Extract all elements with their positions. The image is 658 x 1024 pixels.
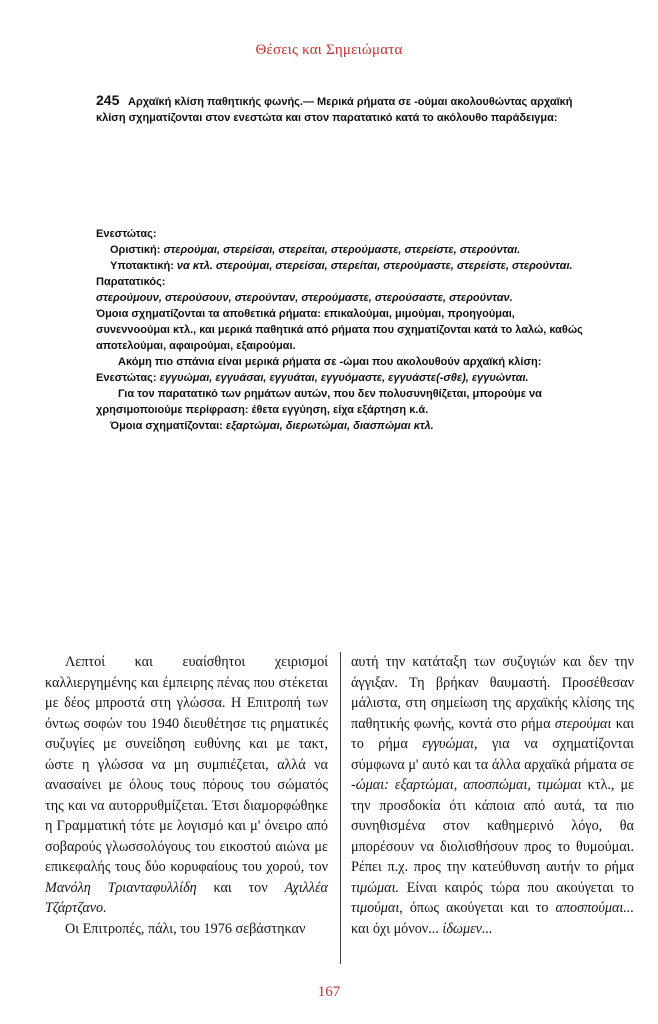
name-tzartzanos: Αχιλλέα Τζάρτζανο.	[45, 879, 328, 916]
present-forms-2: εγγυώμαι, εγγυάσαι, εγγυάται, εγγυόμαστε, εγγυάστε(-σθε), εγγυώνται.	[159, 372, 529, 384]
imperfect-note: Για τον παρατατικό των ρημάτων αυτών, που δεν πολυσυνηθίζεται, μπορούμε να χρησιμοποιούμε περίφραση: έθετα εγγύηση, είχα εξάρτηση κ.ά.	[96, 388, 542, 416]
right-italic-2: εγγυώμαι,	[422, 736, 478, 752]
right-italic-5: τιμούμαι,	[351, 900, 403, 916]
section-heading: Αρχαϊκή κλίση παθητικής φωνής.—	[128, 96, 314, 108]
right-text-4: κτλ., με την προσδοκία ότι κάποια από αυτά, τα πιο συνηθισμένα στον καθημερινό λόγο, θα μπορέσουν να διολισθήσουν προς το θυμούμαι. Ρέπει π.χ. προς την κατεύθυνση αυτήν το ρήμα	[351, 777, 635, 875]
running-header: Θέσεις και Σημειώματα	[255, 42, 403, 58]
right-column	[351, 652, 634, 939]
right-text-7: και όχι μόνον...	[351, 920, 439, 937]
present-row-2	[96, 370, 586, 386]
subjunctive-forms: να κτλ. στερούμαι, στερείσαι, στερείται, στερούμαστε, στερείστε, στερούνται.	[176, 260, 573, 272]
imperfect-forms: στερούμουν, στερούσουν, στερούνταν, στερούμαστε, στερούσαστε, στερούνταν.	[96, 292, 513, 304]
right-text-6: όπως ακούγεται και το	[409, 900, 549, 916]
similar-forms-2: εξαρτώμαι, διερωτώμαι, διασπώμαι κτλ.	[225, 420, 434, 432]
excerpt-intro	[96, 92, 586, 126]
right-text-5: Είναι καιρός τώρα που ακούγεται το	[406, 879, 635, 896]
name-triantafyllidis: Μανόλη Τριανταφυλλίδη	[45, 879, 197, 896]
excerpt-gap	[96, 126, 586, 226]
right-paragraph	[351, 652, 634, 939]
similar-paragraph: Όμοια σχηματίζονται τα αποθετικά ρήματα: επικαλούμαι, μιμούμαι, προηγούμαι, συνεννοούμαι κτλ., και μερικά παθητικά από ρήματα που σχηματίζονται κατά το λαλώ, καθώς αποτελούμαι, αφαιρούμαι, εξαιρούμαι.	[96, 308, 583, 352]
section-number: 245	[96, 92, 120, 108]
rarer-paragraph: Ακόμη πιο σπάνια είναι μερικά ρήματα σε -ώμαι που ακολουθούν αρχαϊκή κλίση:	[118, 356, 542, 368]
left-text-1: Λεπτοί και ευαίσθητοι χειρισμοί καλλιεργημένης και έμπειρης πένας που στέκεται με δέος μπροστά στη γλώσσα. Η Επιτροπή των όντως σοφών του 1940 διευθέτησε τις ρηματικές συζυγίες με συνείδηση ευθύνης και με τακτ, ώστε η γλώσσα να μη συμπιέζεται, αλλά να ανασαίνει με όλους τους πόρους του σώματός της και να αυτορρυθμίζεται. Έτσι διαμορφώθηκε η Γραμματική τότε με λογισμό και μ' όνειρο από σοβαρούς γλωσσολόγους του εικοστού αιώνα με επικεφαλής τους δύο κορυφαίους του χορού, τον	[45, 654, 328, 875]
present-label: Ενεστώτας:	[96, 228, 157, 240]
indicative-row	[96, 242, 586, 258]
imperfect-label: Παρατατικός:	[96, 276, 166, 288]
indicative-label: Οριστική:	[110, 244, 161, 256]
intro-text: Μερικά ρήματα σε -ούμαι ακολουθώντας αρχαϊκή κλίση σχηματίζονται στον ενεστώτα και στον παρατατικό κατά το ακόλουθο παράδειγμα:	[96, 96, 573, 124]
similar-row-2	[96, 418, 586, 434]
right-text-2: και το ρήμα	[351, 715, 635, 752]
right-text-3: για να σχηματίζονται σύμφωνα μ' αυτό και τα άλλα αρχαϊκά ρήματα σε	[351, 736, 635, 773]
left-paragraph-1	[45, 652, 328, 919]
right-text-1: αυτή την κατάταξη των συζυγιών και δεν την άγγιξαν. Τη βρήκαν θαυμαστή. Προσέθεσαν μάλιστα, στη σημείωση της αρχαϊκής κλίσης της παθητικής φωνής, κοντά στο ρήμα	[351, 654, 634, 732]
right-italic-6: αποσπούμαι...	[555, 900, 635, 916]
right-italic-1: στερούμαι	[554, 715, 612, 732]
right-italic-7: ίδωμεν...	[442, 920, 493, 937]
right-italic-3: -ώμαι: εξαρτώμαι, αποσπώμαι, τιμώμαι	[351, 777, 582, 793]
left-paragraph-2: Οι Επιτροπές, πάλι, του 1976 σεβάστηκαν	[65, 920, 306, 937]
left-text-and: και τον	[213, 879, 268, 896]
right-italic-4: τιμώμαι.	[351, 879, 400, 896]
present-label-2: Ενεστώτας:	[96, 372, 157, 384]
similar-label-2: Όμοια σχηματίζονται:	[110, 420, 223, 432]
column-divider	[340, 652, 341, 964]
left-column	[45, 652, 328, 939]
indicative-forms: στερούμαι, στερείσαι, στερείται, στερούμαστε, στερείστε, στερούνται.	[163, 244, 521, 256]
grammar-excerpt	[96, 92, 586, 434]
subjunctive-label: Υποτακτική:	[110, 260, 174, 272]
page-number: 167	[317, 984, 341, 1000]
subjunctive-row	[96, 258, 586, 274]
